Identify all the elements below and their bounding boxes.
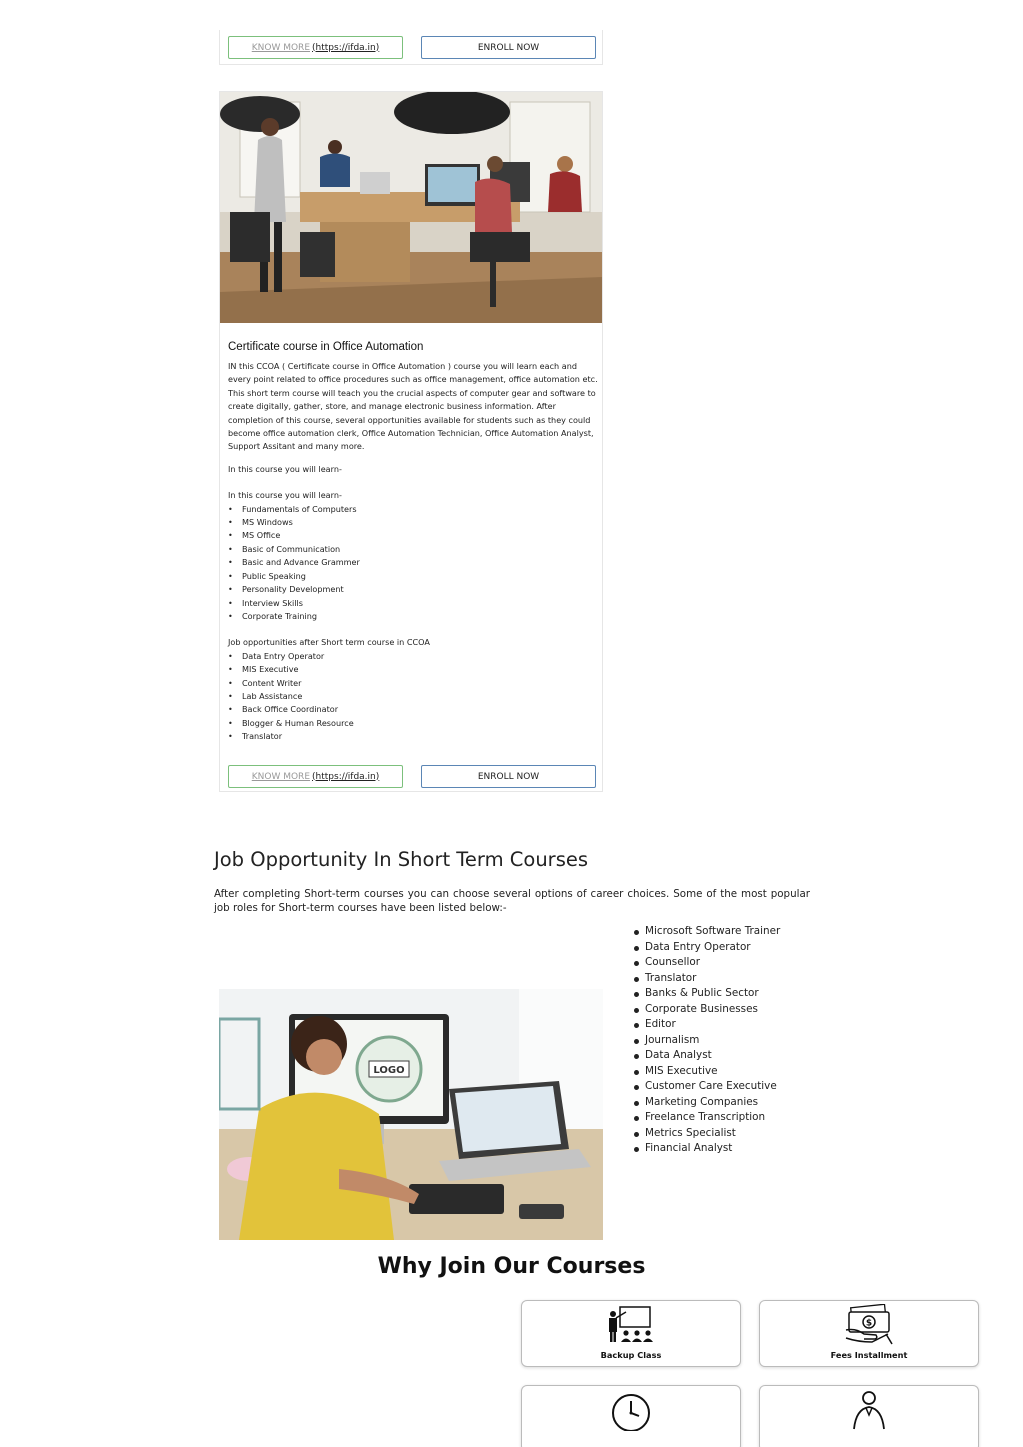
list-item: • Basic and Advance Grammer xyxy=(228,556,598,569)
list-item: • Fundamentals of Computers xyxy=(228,503,598,516)
why-join-title: Why Join Our Courses xyxy=(377,1254,646,1279)
enroll-now-label: ENROLL NOW xyxy=(477,42,540,53)
feature-card-fees-installment[interactable] xyxy=(759,1300,979,1367)
list-item: • Personality Development xyxy=(228,583,598,596)
know-more-button[interactable] xyxy=(228,765,403,788)
list-item: • Basic of Communication xyxy=(228,543,598,556)
learn-intro: In this course you will learn- xyxy=(228,463,342,474)
feature-label: Backup Class xyxy=(600,1350,662,1360)
svg-text:$: $ xyxy=(865,1318,873,1329)
jobs-heading: Job opportunities after Short term course in CCOA xyxy=(228,637,430,648)
list-item: Microsoft Software Trainer xyxy=(633,924,780,940)
list-item: MIS Executive xyxy=(633,1064,780,1080)
money-hand-icon xyxy=(842,1304,896,1346)
feature-card-flexible-timing[interactable] xyxy=(521,1385,741,1447)
list-item: • MIS Executive xyxy=(228,663,598,676)
learn-heading: In this course you will learn- xyxy=(228,490,342,501)
card-button-row xyxy=(228,36,595,59)
svg-text:LOGO: LOGO xyxy=(373,1065,405,1076)
course-description: IN this CCOA ( Certificate course in Office Automation ) course you will learn each and every point related to office procedures such as office management, office automation etc. This short term course will teach you the crucial aspects of computer gear and software to create digitally, gather, store, and manage electronic business information. After completion of this course, several opportunities available for students such as they could become office automation clerk, Office Automation Technician, Office Automation Analyst, Support Assitant and many more. xyxy=(228,361,598,452)
know-more-label: KNOW MORE xyxy=(251,42,311,53)
list-item: Freelance Transcription xyxy=(633,1110,780,1126)
know-more-button[interactable] xyxy=(228,36,403,59)
list-item: Counsellor xyxy=(633,955,780,971)
list-item: Journalism xyxy=(633,1033,780,1049)
list-item: • Corporate Training xyxy=(228,610,598,623)
list-item: • Public Speaking xyxy=(228,570,598,583)
course-title: Certificate course in Office Automation xyxy=(228,341,424,353)
know-more-link[interactable]: (https://ifda.in) xyxy=(312,42,380,53)
designer-at-desk-image xyxy=(219,989,603,1240)
list-item: Editor xyxy=(633,1017,780,1033)
enroll-now-button[interactable] xyxy=(421,36,596,59)
course-description-block xyxy=(228,360,598,744)
learn-list xyxy=(228,503,598,624)
card-button-row xyxy=(228,765,595,788)
enroll-now-label: ENROLL NOW xyxy=(477,771,540,782)
list-item: Financial Analyst xyxy=(633,1141,780,1157)
person-icon xyxy=(842,1389,896,1431)
job-section-intro: After completing Short-term courses you can choose several options of career choices. Some of the most popular job roles for Short-term courses have been listed below:- xyxy=(214,888,810,914)
feature-card-backup-class[interactable] xyxy=(521,1300,741,1367)
previous-course-card-footer xyxy=(219,30,603,65)
list-item: • Lab Assistance xyxy=(228,690,598,703)
list-item: • Interview Skills xyxy=(228,597,598,610)
list-item: Data Analyst xyxy=(633,1048,780,1064)
course-card-office-automation xyxy=(219,91,603,792)
feature-card-expert-faculty[interactable] xyxy=(759,1385,979,1447)
list-item: Translator xyxy=(633,971,780,987)
office-workspace-image xyxy=(220,92,602,323)
list-item: Customer Care Executive xyxy=(633,1079,780,1095)
list-item: Data Entry Operator xyxy=(633,940,780,956)
career-roles-list xyxy=(633,924,780,1157)
list-item: Marketing Companies xyxy=(633,1095,780,1111)
list-item: Banks & Public Sector xyxy=(633,986,780,1002)
classroom-icon xyxy=(604,1304,658,1346)
list-item: • Back Office Coordinator xyxy=(228,703,598,716)
list-item: • Blogger & Human Resource xyxy=(228,717,598,730)
list-item: • Data Entry Operator xyxy=(228,650,598,663)
list-item: • Translator xyxy=(228,730,598,743)
list-item: • MS Office xyxy=(228,529,598,542)
know-more-label: KNOW MORE xyxy=(251,771,311,782)
job-section-title: Job Opportunity In Short Term Courses xyxy=(214,848,589,871)
list-item: Corporate Businesses xyxy=(633,1002,780,1018)
list-item: • Content Writer xyxy=(228,677,598,690)
feature-label: Fees Installment xyxy=(830,1350,908,1360)
clock-icon xyxy=(604,1389,658,1431)
know-more-link[interactable]: (https://ifda.in) xyxy=(312,771,380,782)
list-item: Metrics Specialist xyxy=(633,1126,780,1142)
enroll-now-button[interactable] xyxy=(421,765,596,788)
list-item: • MS Windows xyxy=(228,516,598,529)
jobs-list xyxy=(228,650,598,744)
